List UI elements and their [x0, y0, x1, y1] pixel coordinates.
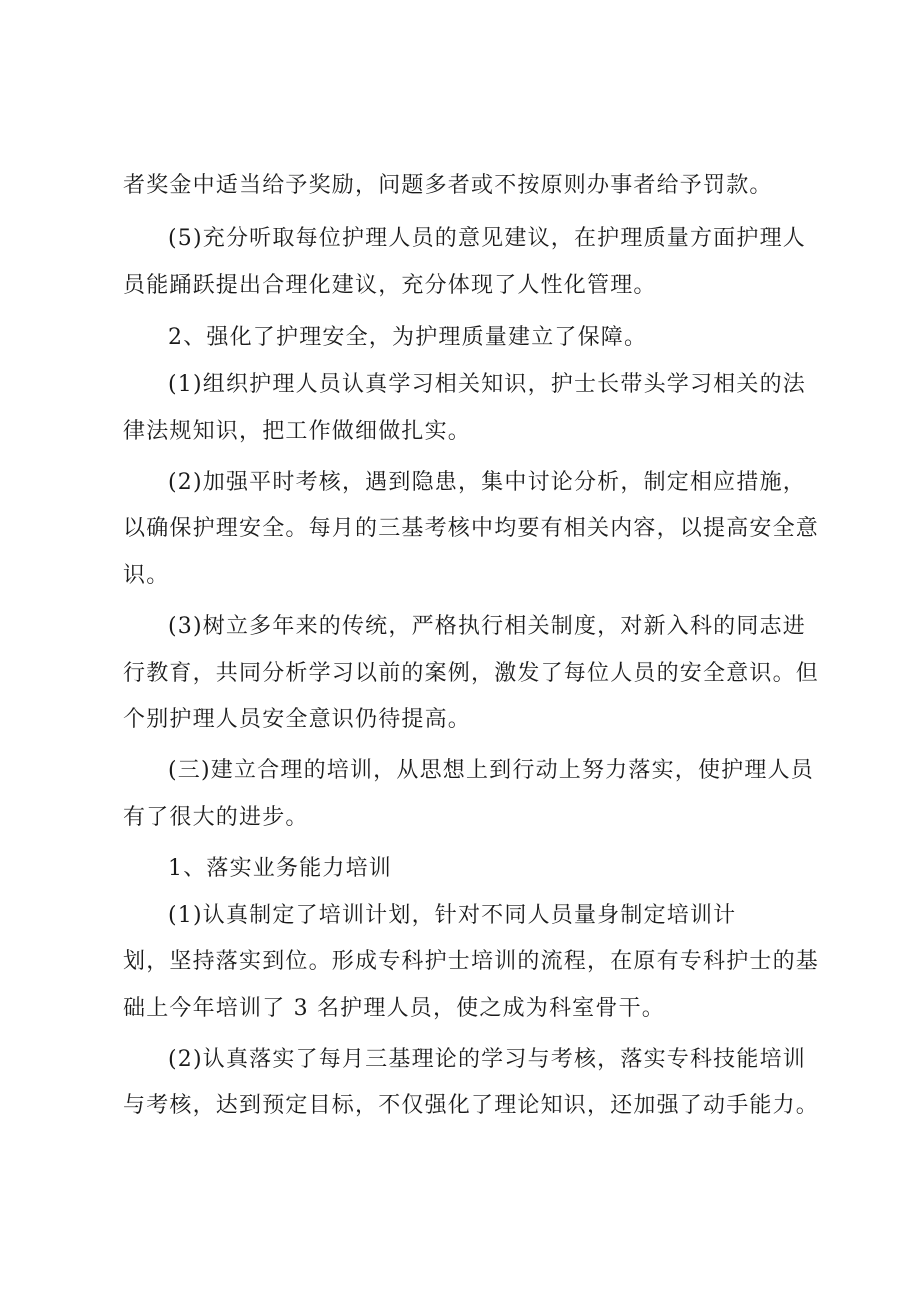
section-heading-2: 2、强化了护理安全，为护理质量建立了保障。 — [168, 325, 648, 350]
paragraph-1-line: (1)组织护理人员认真学习相关知识，护士长带头学习相关的法 — [168, 372, 806, 397]
text-line: 有了很大的进步。 — [123, 805, 309, 830]
text-line: 础上今年培训了 3 名护理人员，使之成为科室骨干。 — [123, 996, 665, 1021]
paragraph-3-line: (3)树立多年来的传统，严格执行相关制度，对新入科的同志进 — [168, 614, 806, 639]
text-line: 识。 — [123, 563, 170, 588]
text-line: 者奖金中适当给予奖励，问题多者或不按原则办事者给予罚款。 — [123, 173, 773, 198]
text-line: 个别护理人员安全意识仍待提高。 — [123, 707, 472, 732]
text-line: 员能踊跃提出合理化建议，充分体现了人性化管理。 — [123, 273, 657, 298]
text-line: 与考核，达到预定目标，不仅强化了理论知识，还加强了动手能力。 — [123, 1093, 820, 1118]
subsection-heading-1: 1、落实业务能力培训 — [168, 856, 392, 881]
text-line: 划，坚持落实到位。形成专科护士培训的流程，在原有专科护士的基 — [123, 949, 820, 974]
text-line: 律法规知识，把工作做细做扎实。 — [123, 419, 472, 444]
paragraph-2-line: (2)认真落实了每月三基理论的学习与考核，落实专科技能培训 — [168, 1047, 806, 1072]
section-heading-3: (三)建立合理的培训，从思想上到行动上努力落实，使护理人员 — [168, 758, 814, 783]
paragraph-5-line: (5)充分听取每位护理人员的意见建议，在护理质量方面护理人 — [168, 226, 806, 251]
text-line: 以确保护理安全。每月的三基考核中均要有相关内容，以提高安全意 — [123, 516, 820, 541]
text-line: 行教育，共同分析学习以前的案例，激发了每位人员的安全意识。但 — [123, 661, 820, 686]
paragraph-1-line: (1)认真制定了培训计划，针对不同人员量身制定培训计 — [168, 903, 737, 928]
paragraph-2-line: (2)加强平时考核，遇到隐患，集中讨论分析，制定相应措施， — [168, 470, 806, 495]
